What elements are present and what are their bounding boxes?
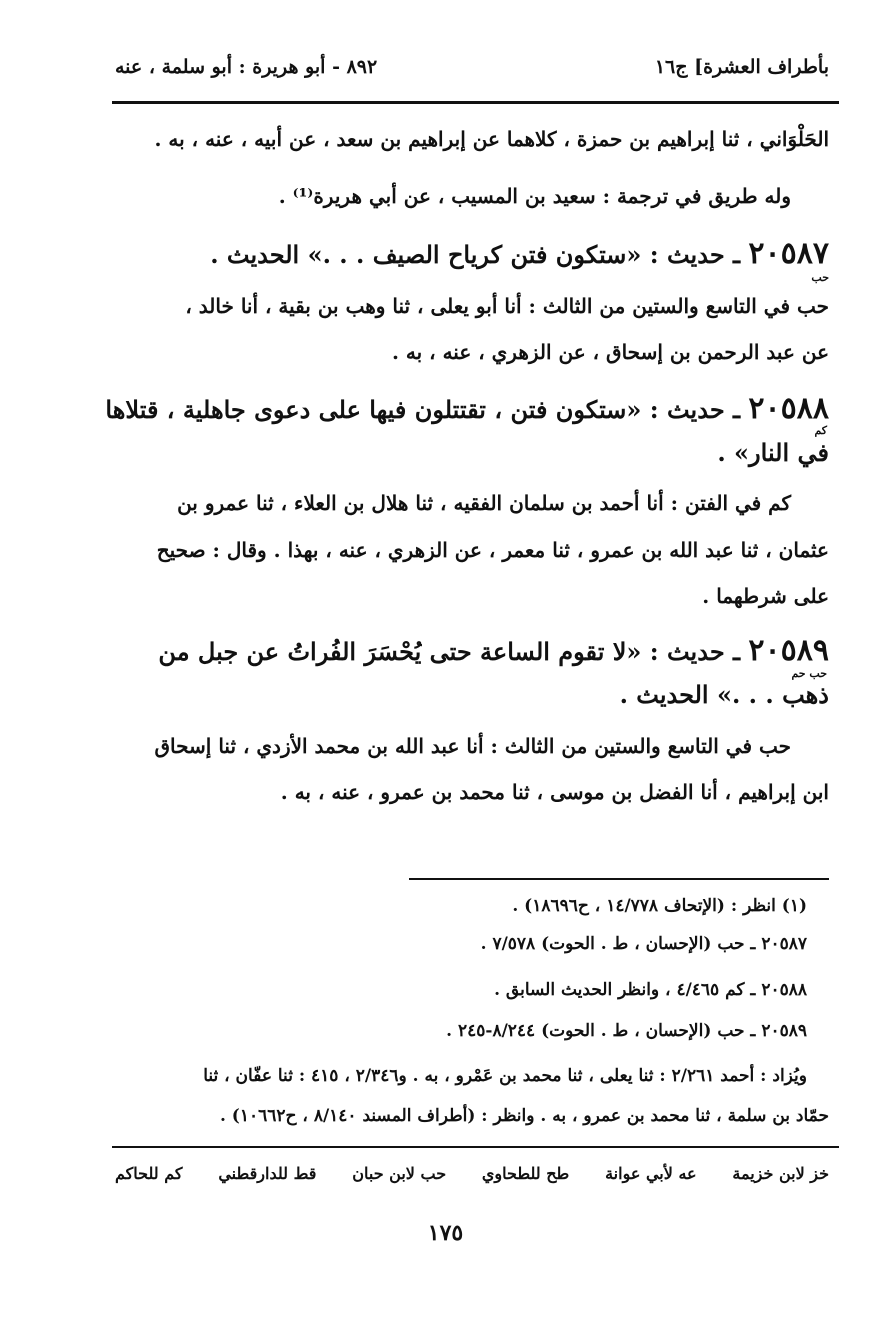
hadith-title-continued: في النار» .: [717, 438, 829, 467]
hadith-number: ٢٠٥٨٨: [748, 391, 829, 426]
hadith-title: ـ حديث : «ستكون فتن ، تقتتلون فيها على دعوى جاهلية ، قتلاها: [105, 395, 741, 424]
hadith-title: ـ حديث : «لا تقوم الساعة حتى يُحْسَرَ الفُراتُ عن جبل من: [158, 637, 741, 666]
text-line: ابن إبراهيم ، أنا الفضل بن موسى ، ثنا محمد بن عمرو ، عنه ، به .: [280, 780, 829, 804]
footnote-line: (١) انظر : (الإتحاف ١٤/٧٧٨ ، ح١٨٦٩٦) .: [512, 896, 807, 916]
source-siglum: حب حم: [791, 667, 827, 680]
hadith-title: ـ حديث : «ستكون فتن كرياح الصيف . . .» الحديث .: [210, 240, 741, 269]
text-line: عثمان ، ثنا عبد الله بن عمرو ، ثنا معمر ، عن الزهري ، عنه ، بهذا . وقال : صحيح: [156, 538, 829, 562]
footnote-rule: [409, 878, 829, 880]
text-line: كم في الفتن : أنا أحمد بن سلمان الفقيه ، ثنا هلال بن العلاء ، ثنا عمرو بن: [177, 491, 791, 515]
running-header-section-title: ٨٩٢ - أبو هريرة : أبو سلمة ، عنه: [115, 56, 378, 78]
text-line: الحَلْوَاني ، ثنا إبراهيم بن حمزة ، كلاهما عن إبراهيم بن سعد ، عن أبيه ، عنه ، به .: [154, 127, 829, 151]
abbreviation-item: حب لابن حبان: [352, 1163, 447, 1183]
hadith-heading-20589: [158, 633, 829, 668]
text-line: على شرطهما .: [702, 584, 829, 608]
abbreviation-item: قط للدارقطني: [218, 1163, 317, 1183]
source-siglum: حب: [811, 271, 829, 284]
footnote-line: ٢٠٥٨٧ ـ حب (الإحسان ، ط . الحوت) ٧/٥٧٨ .: [480, 934, 807, 954]
text-line: وله طريق في ترجمة : سعيد بن المسيب ، عن أبي هريرة⁽¹⁾ .: [278, 184, 791, 208]
footnote-line: ٢٠٥٨٩ ـ حب (الإحسان ، ط . الحوت) ٨/٢٤٤-٢٤٥ .: [446, 1021, 807, 1041]
source-siglum: كم: [814, 424, 827, 437]
hadith-heading-20587: [210, 236, 829, 271]
abbreviations-key: [115, 1158, 829, 1188]
abbreviation-item: عه لأبي عوانة: [605, 1163, 697, 1183]
abbreviation-item: طح للطحاوي: [481, 1163, 570, 1183]
text-line: عن عبد الرحمن بن إسحاق ، عن الزهري ، عنه ، به .: [391, 340, 829, 364]
text-line: حب في التاسع والستين من الثالث : أنا عبد الله بن محمد الأزدي ، ثنا إسحاق: [154, 734, 791, 758]
abbreviation-item: كم للحاكم: [115, 1163, 183, 1183]
text-line: حب في التاسع والستين من الثالث : أنا أبو يعلى ، ثنا وهب بن بقية ، أنا خالد ،: [185, 294, 829, 318]
hadith-number: ٢٠٥٨٩: [748, 633, 829, 668]
hadith-number: ٢٠٥٨٧: [748, 236, 829, 271]
page-number: ١٧٥: [427, 1220, 464, 1246]
header-rule: [112, 101, 839, 104]
hadith-heading-20588: [105, 391, 829, 426]
footnote-line: ويُزاد : أحمد ٢/٢٦١ : ثنا يعلى ، ثنا محمد بن عَمْرو ، به . و٢/٣٤٦ ، ٤١٥ : ثنا عفّان ، ثنا: [203, 1066, 807, 1086]
hadith-title-continued: ذهب . . .» الحديث .: [619, 680, 829, 709]
running-header-book-title: بأطراف العشرة] ج١٦: [654, 56, 829, 78]
abbreviation-item: خز لابن خزيمة: [732, 1163, 829, 1183]
footnote-line: حمّاد بن سلمة ، ثنا محمد بن عمرو ، به . وانظر : (أطراف المسند ٨/١٤٠ ، ح١٠٦٦٢) .: [219, 1106, 829, 1126]
footnote-line: ٢٠٥٨٨ ـ كم ٤/٤٦٥ ، وانظر الحديث السابق .: [494, 980, 807, 1000]
abbreviations-rule: [112, 1146, 839, 1148]
